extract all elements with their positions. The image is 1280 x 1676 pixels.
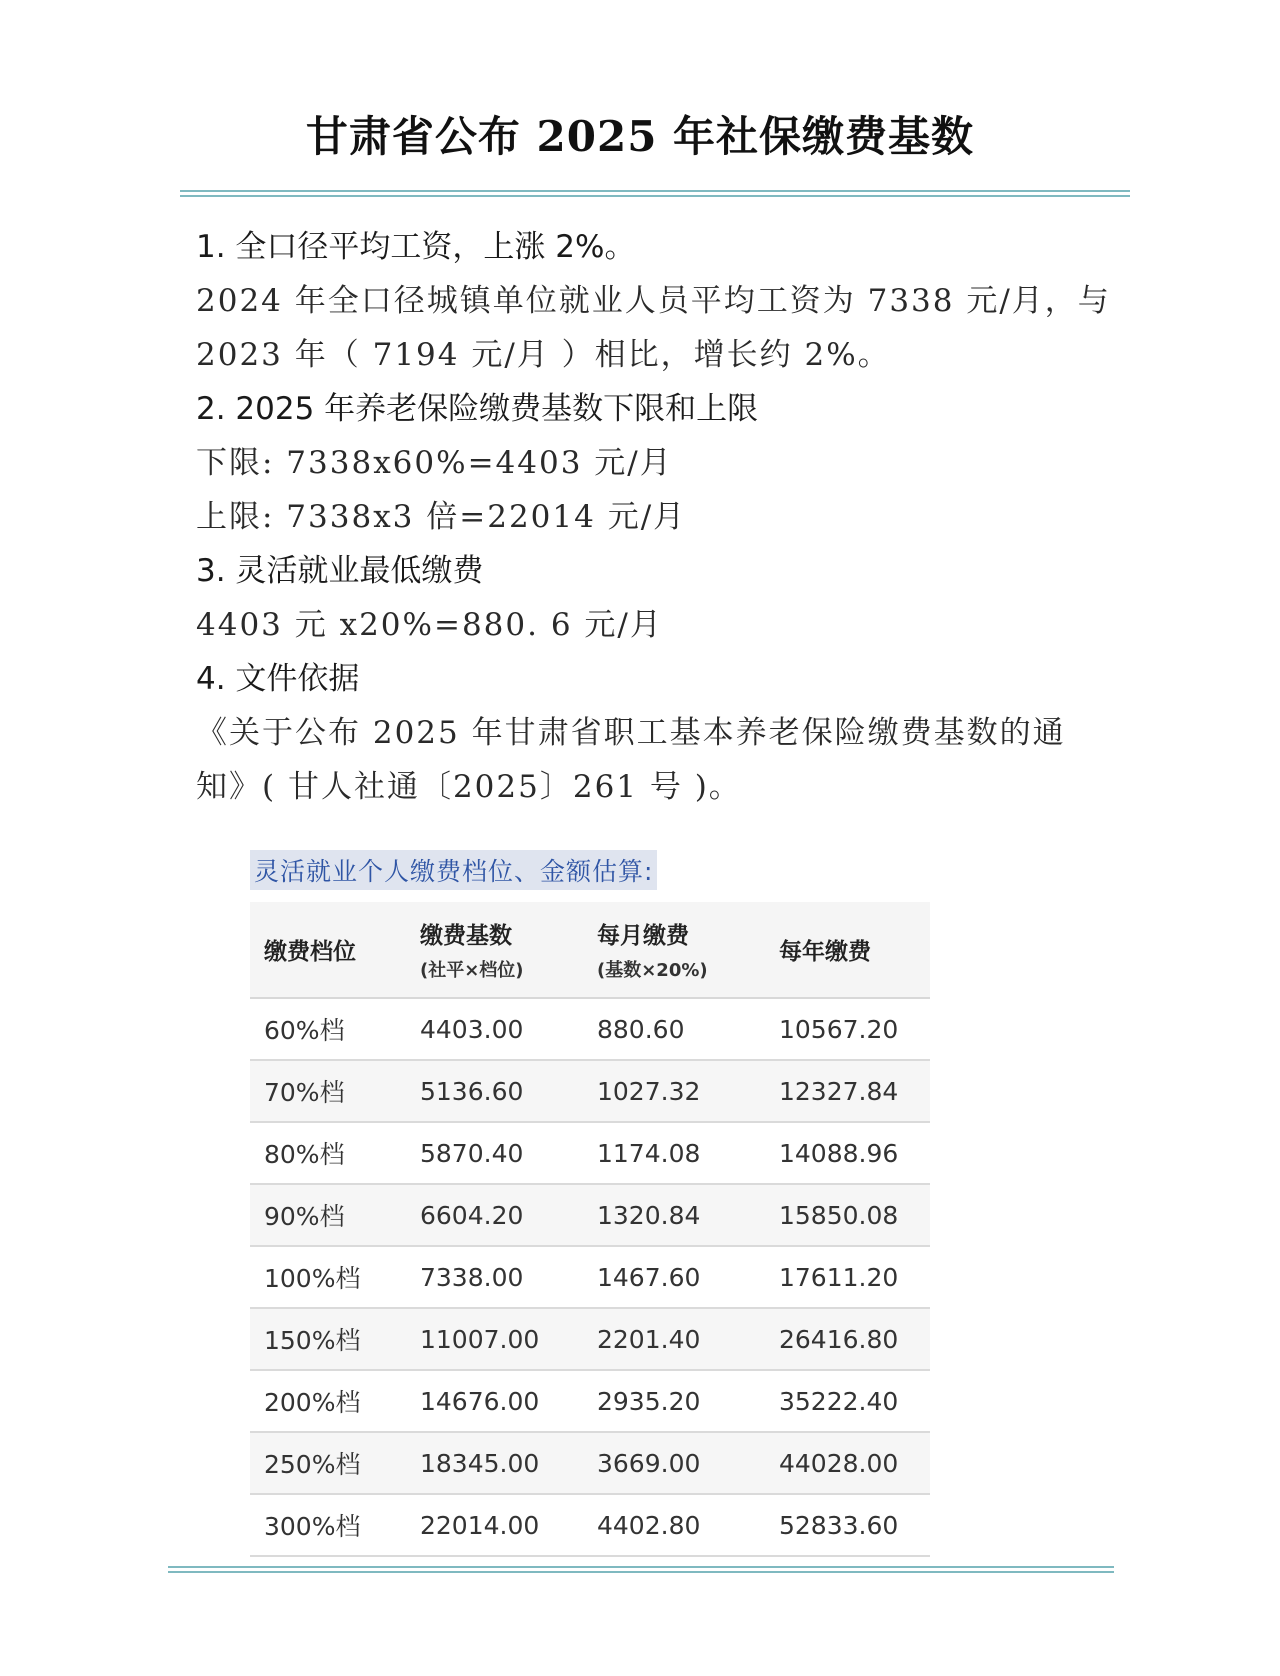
cell-base: 5136.60 (406, 1060, 583, 1122)
cell-monthly: 1467.60 (583, 1246, 765, 1308)
cell-tier: 250%档 (250, 1432, 406, 1494)
paragraph-line: 上限: 7338x3 倍=22014 元/月 (196, 499, 687, 535)
bottom-divider (168, 1566, 1114, 1573)
section-heading-4: 4. 文件依据 (196, 661, 360, 697)
cell-monthly: 2201.40 (583, 1308, 765, 1370)
cell-monthly: 1027.32 (583, 1060, 765, 1122)
paragraph-line: 下限: 7338x60%=4403 元/月 (196, 445, 673, 481)
cell-yearly: 14088.96 (765, 1122, 930, 1184)
cell-tier: 100%档 (250, 1246, 406, 1308)
top-divider (180, 190, 1130, 197)
cell-base: 4403.00 (406, 998, 583, 1060)
table-row (250, 1246, 930, 1308)
cell-yearly: 44028.00 (765, 1432, 930, 1494)
header-monthly: 每月缴费 (基数×20%) (583, 902, 765, 998)
cell-monthly: 880.60 (583, 998, 765, 1060)
table-row (250, 1060, 930, 1122)
cell-yearly: 17611.20 (765, 1246, 930, 1308)
table-row (250, 1122, 930, 1184)
section-heading-2: 2. 2025 年养老保险缴费基数下限和上限 (196, 391, 759, 427)
cell-base: 5870.40 (406, 1122, 583, 1184)
cell-monthly: 2935.20 (583, 1370, 765, 1432)
cell-yearly: 15850.08 (765, 1184, 930, 1246)
cell-monthly: 1320.84 (583, 1184, 765, 1246)
table-row (250, 998, 930, 1060)
cell-base: 11007.00 (406, 1308, 583, 1370)
cell-yearly: 52833.60 (765, 1494, 930, 1556)
cell-base: 18345.00 (406, 1432, 583, 1494)
cell-monthly: 1174.08 (583, 1122, 765, 1184)
cell-base: 6604.20 (406, 1184, 583, 1246)
table-caption: 灵活就业个人缴费档位、金额估算: (250, 850, 657, 890)
cell-base: 22014.00 (406, 1494, 583, 1556)
paragraph-line: 2024 年全口径城镇单位就业人员平均工资为 7338 元/月，与 (196, 283, 1111, 319)
table-row (250, 1308, 930, 1370)
cell-tier: 150%档 (250, 1308, 406, 1370)
paragraph-line: 4403 元 x20%=880. 6 元/月 (196, 607, 663, 643)
header-base: 缴费基数 (社平×档位) (406, 902, 583, 998)
section-heading-1: 1. 全口径平均工资，上涨 2%。 (196, 229, 636, 265)
paragraph-line: 2023 年（ 7194 元/月 ）相比，增长约 2%。 (196, 337, 891, 373)
paragraph-line: 《关于公布 2025 年甘肃省职工基本养老保险缴费基数的通 (196, 715, 1066, 751)
article-body (196, 220, 1116, 814)
contribution-table (250, 902, 930, 1557)
cell-yearly: 35222.40 (765, 1370, 930, 1432)
cell-yearly: 10567.20 (765, 998, 930, 1060)
cell-tier: 200%档 (250, 1370, 406, 1432)
table-row (250, 1184, 930, 1246)
cell-base: 7338.00 (406, 1246, 583, 1308)
cell-tier: 70%档 (250, 1060, 406, 1122)
page-title: 甘肃省公布 2025 年社保缴费基数 (305, 112, 975, 161)
cell-tier: 90%档 (250, 1184, 406, 1246)
table-row (250, 1370, 930, 1432)
header-yearly: 每年缴费 (765, 902, 930, 998)
header-tier: 缴费档位 (250, 902, 406, 998)
section-heading-3: 3. 灵活就业最低缴费 (196, 553, 484, 589)
cell-yearly: 26416.80 (765, 1308, 930, 1370)
table-header-row (250, 902, 930, 998)
cell-tier: 60%档 (250, 998, 406, 1060)
cell-monthly: 4402.80 (583, 1494, 765, 1556)
paragraph-line: 知》( 甘人社通〔2025〕261 号 )。 (196, 769, 742, 805)
cell-base: 14676.00 (406, 1370, 583, 1432)
cell-tier: 80%档 (250, 1122, 406, 1184)
table-row (250, 1432, 930, 1494)
cell-tier: 300%档 (250, 1494, 406, 1556)
cell-yearly: 12327.84 (765, 1060, 930, 1122)
table-row (250, 1494, 930, 1556)
cell-monthly: 3669.00 (583, 1432, 765, 1494)
